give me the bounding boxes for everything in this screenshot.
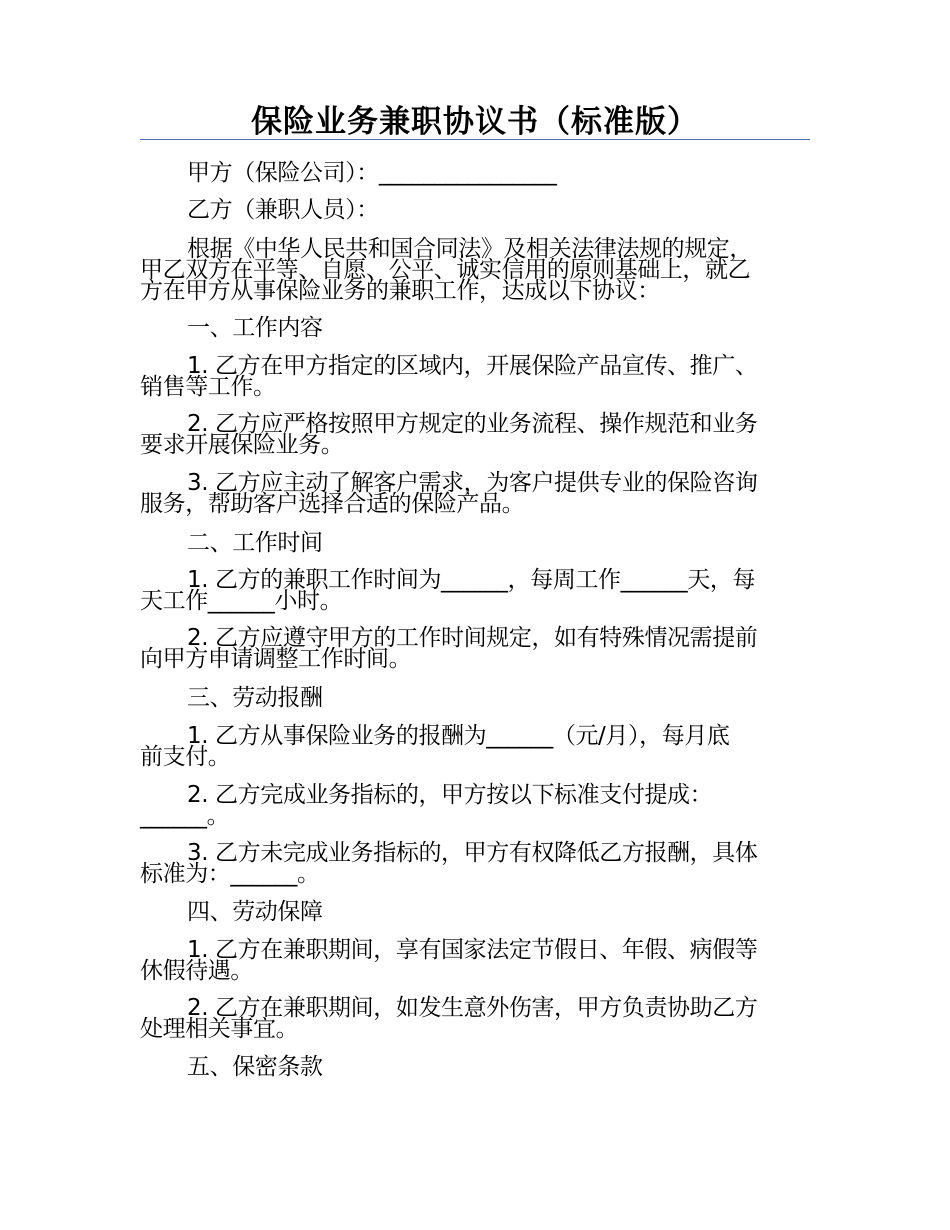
clause-paragraph: [140, 470, 810, 517]
clause-line: 2. 乙方应遵守甲方的工作时间规定，如有特殊情况需提前: [187, 625, 758, 651]
preamble-line: 甲乙双方在平等、自愿、公平、诚实信用的原则基础上，就乙: [140, 257, 751, 283]
title-underline: [140, 139, 810, 140]
clause-paragraph: [140, 840, 810, 887]
section-heading: 一、工作内容: [187, 315, 323, 341]
clause-line: 3. 乙方未完成业务指标的，甲方有权降低乙方报酬，具体: [187, 840, 758, 866]
clause-line: 2. 乙方完成业务指标的，甲方按以下标准支付提成：: [187, 782, 713, 808]
clause-paragraph: [140, 995, 810, 1042]
clause-line: 服务，帮助客户选择合适的保险产品。: [140, 491, 525, 517]
clause-paragraph: [140, 782, 810, 829]
clause-paragraph: [140, 353, 810, 400]
document-title: 保险业务兼职协议书（标准版）: [251, 104, 699, 140]
clause-line: 要求开展保险业务。: [140, 432, 344, 458]
party-b-line: 乙方（兼职人员）：: [187, 197, 379, 223]
clause-paragraph: [140, 723, 810, 770]
section-heading: 四、劳动保障: [187, 899, 323, 925]
clause-paragraph: [140, 625, 810, 672]
clause-line: 1. 乙方从事保险业务的报酬为______（元/月），每月底: [187, 723, 730, 749]
section-heading: 二、工作时间: [187, 530, 323, 556]
clause-paragraph: [140, 411, 810, 458]
preamble-line: 方在甲方从事保险业务的兼职工作，达成以下协议：: [140, 278, 660, 304]
clause-paragraph: [140, 567, 810, 614]
clause-line: ______。: [140, 803, 230, 829]
party-a-line: 甲方（保险公司）：________________: [187, 160, 557, 186]
section-heading: 三、劳动报酬: [187, 685, 323, 711]
section-heading: 五、保密条款: [187, 1054, 323, 1080]
clause-line: 1. 乙方的兼职工作时间为______，每周工作______天，每: [187, 567, 756, 593]
clause-line: 休假待遇。: [140, 958, 254, 984]
clause-line: 2. 乙方在兼职期间，如发生意外伤害，甲方负责协助乙方: [187, 995, 758, 1021]
clause-line: 前支付。: [140, 744, 231, 770]
clause-line: 向甲方申请调整工作时间。: [140, 646, 412, 672]
clause-line: 销售等工作。: [140, 374, 276, 400]
clause-line: 2. 乙方应严格按照甲方规定的业务流程、操作规范和业务: [187, 411, 758, 437]
clause-paragraph: [140, 937, 810, 984]
clause-line: 1. 乙方在甲方指定的区域内，开展保险产品宣传、推广、: [187, 353, 758, 379]
clause-line: 标准为：______。: [140, 861, 320, 887]
clause-line: 3. 乙方应主动了解客户需求，为客户提供专业的保险咨询: [187, 470, 758, 496]
clause-line: 处理相关事宜。: [140, 1016, 299, 1042]
clause-line: 天工作______小时。: [140, 588, 343, 614]
preamble-line: 根据《中华人民共和国合同法》及相关法律法规的规定，: [187, 236, 753, 262]
clause-line: 1. 乙方在兼职期间，享有国家法定节假日、年假、病假等: [187, 937, 758, 963]
preamble-paragraph: [140, 236, 810, 304]
